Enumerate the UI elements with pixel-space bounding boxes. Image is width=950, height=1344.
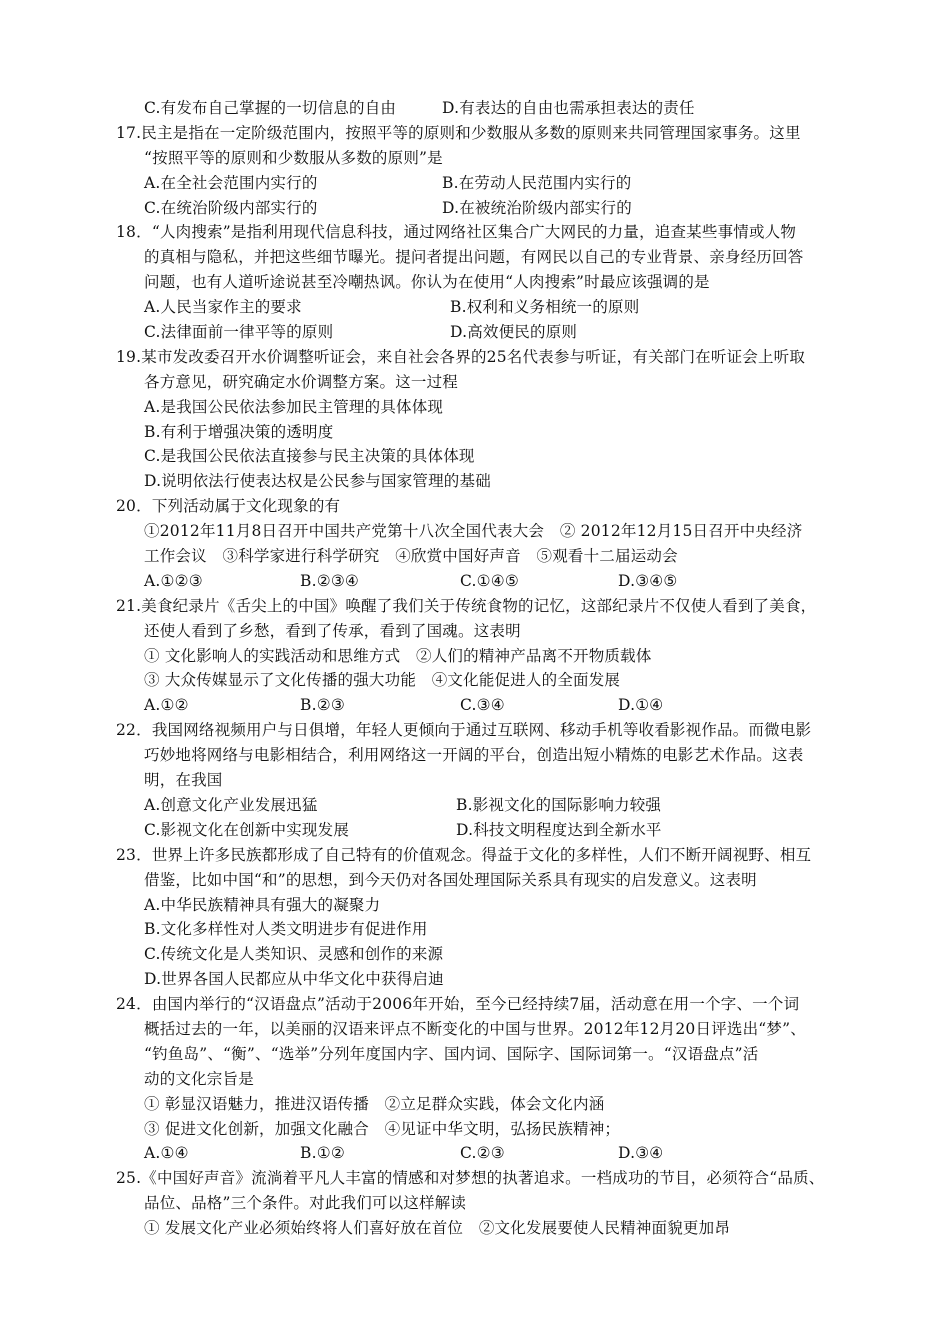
question-text: 20．下列活动属于文化现象的有 — [116, 497, 341, 516]
line-text: “钓鱼岛”、“衡”、“选举”分列年度国内字、国内词、国际字、国际词第一。“汉语盘点”活 — [144, 1044, 759, 1063]
option-text: B.在劳动人民范围内实行的 — [442, 173, 632, 192]
continuation-line — [0, 544, 950, 569]
option-text: D.①④ — [618, 696, 664, 715]
continuation-line — [0, 1117, 950, 1142]
continuation-line — [0, 743, 950, 768]
line-text: B.有利于增强决策的透明度 — [144, 422, 334, 441]
line-text: A.中华民族精神具有强大的凝聚力 — [144, 895, 381, 914]
continuation-line — [0, 644, 950, 669]
line-text: C.传统文化是人类知识、灵感和创作的来源 — [144, 945, 444, 964]
option-text: D.③④⑤ — [618, 571, 678, 590]
line-text: ③ 促进文化创新，加强文化融合 ④见证中华文明，弘扬民族精神； — [144, 1119, 621, 1138]
line-text: 的真相与隐私，并把这些细节曝光。提问者提出问题，有网民以自己的专业背景、亲身经历回答 — [144, 248, 804, 267]
continuation-line — [0, 1017, 950, 1042]
option-row — [0, 693, 950, 718]
question-text: 18．“人肉搜索”是指利用现代信息科技，通过网络社区集合广大网民的力量，追查某些事情或人物 — [116, 223, 797, 242]
question-line — [0, 992, 950, 1017]
continuation-line — [0, 668, 950, 693]
continuation-line — [0, 420, 950, 445]
question-text: 22．我国网络视频用户与日俱增，年轻人更倾向于通过互联网、移动手机等收看影视作品。而微电影 — [116, 721, 812, 740]
option-text: C.①④⑤ — [460, 571, 519, 590]
continuation-line — [0, 245, 950, 270]
option-text: C.法律面前一律平等的原则 — [144, 323, 334, 342]
option-text: B.①② — [300, 1144, 345, 1163]
option-text: C.③④ — [460, 696, 505, 715]
line-text: ③ 大众传媒显示了文化传播的强大功能 ④文化能促进人的全面发展 — [144, 671, 621, 690]
question-line — [0, 494, 950, 519]
continuation-line — [0, 619, 950, 644]
question-line — [0, 121, 950, 146]
option-text: C.有发布自己掌握的一切信息的自由 — [144, 99, 397, 117]
line-text: B.文化多样性对人类文明进步有促进作用 — [144, 920, 428, 939]
option-text: C.②③ — [460, 1144, 505, 1163]
line-text: A.是我国公民依法参加民主管理的具体体现 — [144, 397, 444, 416]
option-text: C.在统治阶级内部实行的 — [144, 198, 318, 217]
line-text: 品位、品格”三个条件。对此我们可以这样解读 — [144, 1194, 467, 1213]
option-text: A.①④ — [144, 1144, 189, 1163]
option-row — [0, 793, 950, 818]
question-line — [0, 718, 950, 743]
option-text: C.影视文化在创新中实现发展 — [144, 820, 350, 839]
line-text: 工作会议 ③科学家进行科学研究 ④欣赏中国好声音 ⑤观看十二届运动会 — [144, 547, 678, 566]
continuation-line — [0, 370, 950, 395]
line-text: 动的文化宗旨是 — [144, 1069, 254, 1088]
question-text: 25.《中国好声音》流淌着平凡人丰富的情感和对梦想的执著追求。一档成功的节目，必须符合“品质、 — [116, 1169, 825, 1188]
option-text: D.在被统治阶级内部实行的 — [442, 198, 632, 217]
line-text: 巧妙地将网络与电影相结合，利用网络这一开阔的平台，创造出短小精炼的电影艺术作品。这表 — [144, 746, 804, 765]
continuation-line — [0, 893, 950, 918]
continuation-line — [0, 395, 950, 420]
continuation-line — [0, 967, 950, 992]
continuation-line — [0, 1042, 950, 1067]
option-row — [0, 1141, 950, 1166]
option-row — [0, 196, 950, 221]
option-text: A.①②③ — [144, 571, 203, 590]
option-row — [0, 295, 950, 320]
option-row — [0, 320, 950, 345]
line-text: ① 文化影响人的实践活动和思维方式 ②人们的精神产品离不开物质载体 — [144, 646, 652, 665]
option-text: A.人民当家作主的要求 — [144, 298, 302, 317]
question-text: 21.美食纪录片《舌尖上的中国》唤醒了我们关于传统食物的记忆，这部纪录片不仅使人看到了美食， — [116, 596, 817, 615]
option-text: A.①② — [144, 696, 189, 715]
option-text: D.③④ — [618, 1144, 664, 1163]
continuation-line — [0, 1216, 950, 1241]
question-text: 19.某市发改委召开水价调整听证会，来自社会各界的25名代表参与听证，有关部门在听证会上听取 — [116, 347, 806, 366]
continuation-line — [0, 868, 950, 893]
option-text: D.科技文明程度达到全新水平 — [456, 820, 662, 839]
line-text: 借鉴，比如中国“和”的思想，到今天仍对各国处理国际关系具有现实的启发意义。这表明 — [144, 870, 757, 889]
line-text: ①2012年11月8日召开中国共产党第十八次全国代表大会 ② 2012年12月15日召开中央经济 — [144, 522, 803, 541]
line-text: 概括过去的一年，以美丽的汉语来评点不断变化的中国与世界。2012年12月20日评选出“梦”、 — [144, 1019, 806, 1038]
question-line — [0, 220, 950, 245]
option-text: D.高效便民的原则 — [450, 323, 578, 342]
option-row — [0, 569, 950, 594]
option-text: D.有表达的自由也需承担表达的责任 — [442, 99, 695, 117]
line-text: 明，在我国 — [144, 771, 223, 790]
option-row — [0, 818, 950, 843]
option-text: A.在全社会范围内实行的 — [144, 173, 318, 192]
line-text: “按照平等的原则和少数服从多数的原则”是 — [144, 148, 443, 167]
continuation-line — [0, 917, 950, 942]
line-text: D.世界各国人民都应从中华文化中获得启迪 — [144, 970, 444, 989]
continuation-line — [0, 768, 950, 793]
continuation-line — [0, 519, 950, 544]
option-text: A.创意文化产业发展迅猛 — [144, 795, 318, 814]
option-text: B.权利和义务相统一的原则 — [450, 298, 640, 317]
question-line — [0, 1166, 950, 1191]
continuation-line — [0, 942, 950, 967]
line-text: ① 彰显汉语魅力，推进汉语传播 ②立足群众实践，体会文化内涵 — [144, 1094, 605, 1113]
option-text: B.影视文化的国际影响力较强 — [456, 795, 662, 814]
continuation-line — [0, 469, 950, 494]
continuation-line — [0, 444, 950, 469]
option-row — [0, 171, 950, 196]
continuation-line — [0, 270, 950, 295]
line-text: D.说明依法行使表达权是公民参与国家管理的基础 — [144, 472, 491, 491]
question-line — [0, 594, 950, 619]
line-text: C.是我国公民依法直接参与民主决策的具体体现 — [144, 447, 475, 466]
option-text: B.②③ — [300, 696, 345, 715]
option-text: B.②③④ — [300, 571, 360, 590]
question-line — [0, 843, 950, 868]
line-text: ① 发展文化产业必须始终将人们喜好放在首位 ②文化发展要使人民精神面貌更加昂 — [144, 1219, 731, 1238]
continuation-line — [0, 1092, 950, 1117]
option-row — [0, 96, 950, 121]
question-text: 24．由国内举行的“汉语盘点”活动于2006年开始，至今已经持续7届，活动意在用一个字、一个词 — [116, 995, 800, 1014]
question-text: 23．世界上许多民族都形成了自己特有的价值观念。得益于文化的多样性，人们不断开阔视野、相互 — [116, 845, 812, 864]
continuation-line — [0, 146, 950, 171]
line-text: 各方意见，研究确定水价调整方案。这一过程 — [144, 372, 459, 391]
line-text: 还使人看到了乡愁，看到了传承，看到了国魂。这表明 — [144, 621, 521, 640]
continuation-line — [0, 1067, 950, 1092]
question-text: 17.民主是指在一定阶级范围内，按照平等的原则和少数服从多数的原则来共同管理国家事务。这里 — [116, 123, 801, 142]
line-text: 问题，也有人道听途说甚至冷嘲热讽。你认为在使用“人肉搜索”时最应该强调的是 — [144, 273, 710, 292]
continuation-line — [0, 1191, 950, 1216]
question-line — [0, 345, 950, 370]
